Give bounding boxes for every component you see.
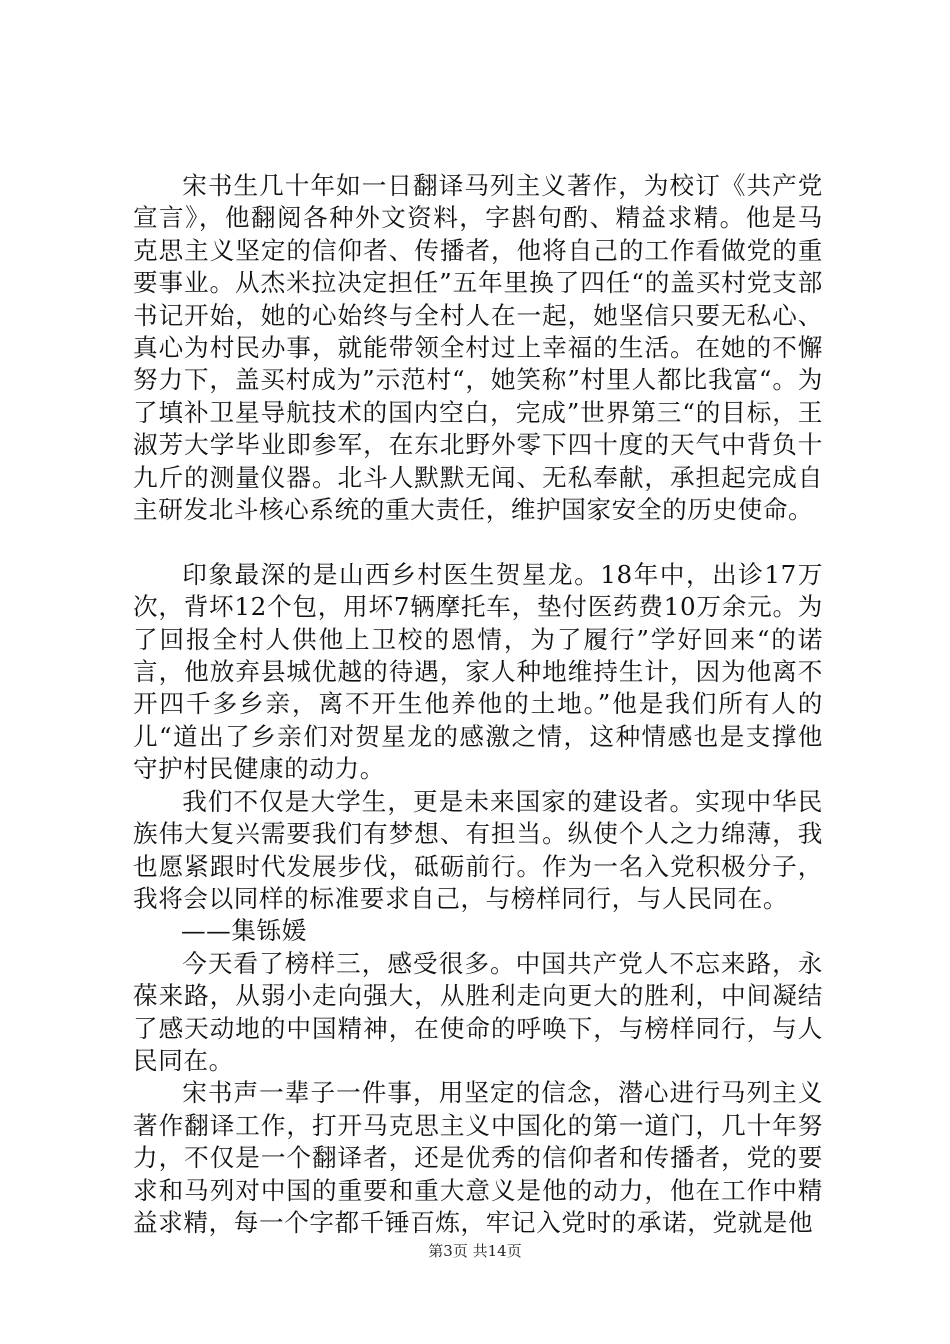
paragraph-role-models-three: 今天看了榜样三，感受很多。中国共产党人不忘来路，永葆来路，从弱小走向强大，从胜利走向更大的胜利，中间凝结了感天动地的中国精神，在使命的呼唤下，与榜样同行，与人民同在。 [133, 948, 823, 1075]
page-number-footer: 第3页 共14页 [428, 1242, 522, 1260]
author-signature: ——集铄媛 [180, 916, 307, 946]
paragraph-translator-villages-beidou: 宋书生几十年如一日翻译马列主义著作，为校订《共产党宣言》，他翻阅各种外文资料，字斟句酌、精益求精。他是马克思主义坚定的信仰者、传播者，他将自己的工作看做党的重要事业。从杰米拉决定担任”五年里换了四任“的盖买村党支部书记开始，她的心始终与全村人在一起，她坚信只要无私心、真心为村民办事，就能带领全村过上幸福的生活。在她的不懈努力下，盖买村成为”示范村“，她笑称”村里人都比我富“。为了填补卫星导航技术的国内空白，完成”世界第三“的目标，王淑芳大学毕业即参军，在东北野外零下四十度的天气中背负十九斤的测量仪器。北斗人默默无闻、无私奉献，承担起完成自主研发北斗核心系统的重大责任，维护国家安全的历史使命。 [133, 171, 823, 525]
paragraph-village-doctor: 印象最深的是山西乡村医生贺星龙。18年中，出诊17万次，背坏12个包，用坏7辆摩托车，垫付医药费10万余元。为了回报全村人供他上卫校的恩情，为了履行”学好回来“的诺言，他放弃县城优越的待遇，家人种地维持生计，因为他离不开四千多乡亲，离不开生他养他的土地。”他是我们所有人的儿“道出了乡亲们对贺星龙的感激之情，这种情感也是支撑他守护村民健康的动力。 [133, 559, 823, 784]
document-body [133, 170, 823, 1239]
paragraph-student-commitment: 我们不仅是大学生，更是未来国家的建设者。实现中华民族伟大复兴需要我们有梦想、有担当。纵使个人之力绵薄，我也愿紧跟时代发展步伐，砥砺前行。作为一名入党积极分子，我将会以同样的标准要求自己，与榜样同行，与人民同在。 [133, 786, 823, 913]
paragraph-song-shusheng: 宋书声一辈子一件事，用坚定的信念，潜心进行马列主义著作翻译工作，打开马克思主义中国化的第一道门，几十年努力，不仅是一个翻译者，还是优秀的信仰者和传播者，党的要求和马列对中国的重要和重大意义是他的动力，他在工作中精益求精，每一个字都千锤百炼，牢记入党时的承诺，党就是他 [133, 1078, 823, 1237]
